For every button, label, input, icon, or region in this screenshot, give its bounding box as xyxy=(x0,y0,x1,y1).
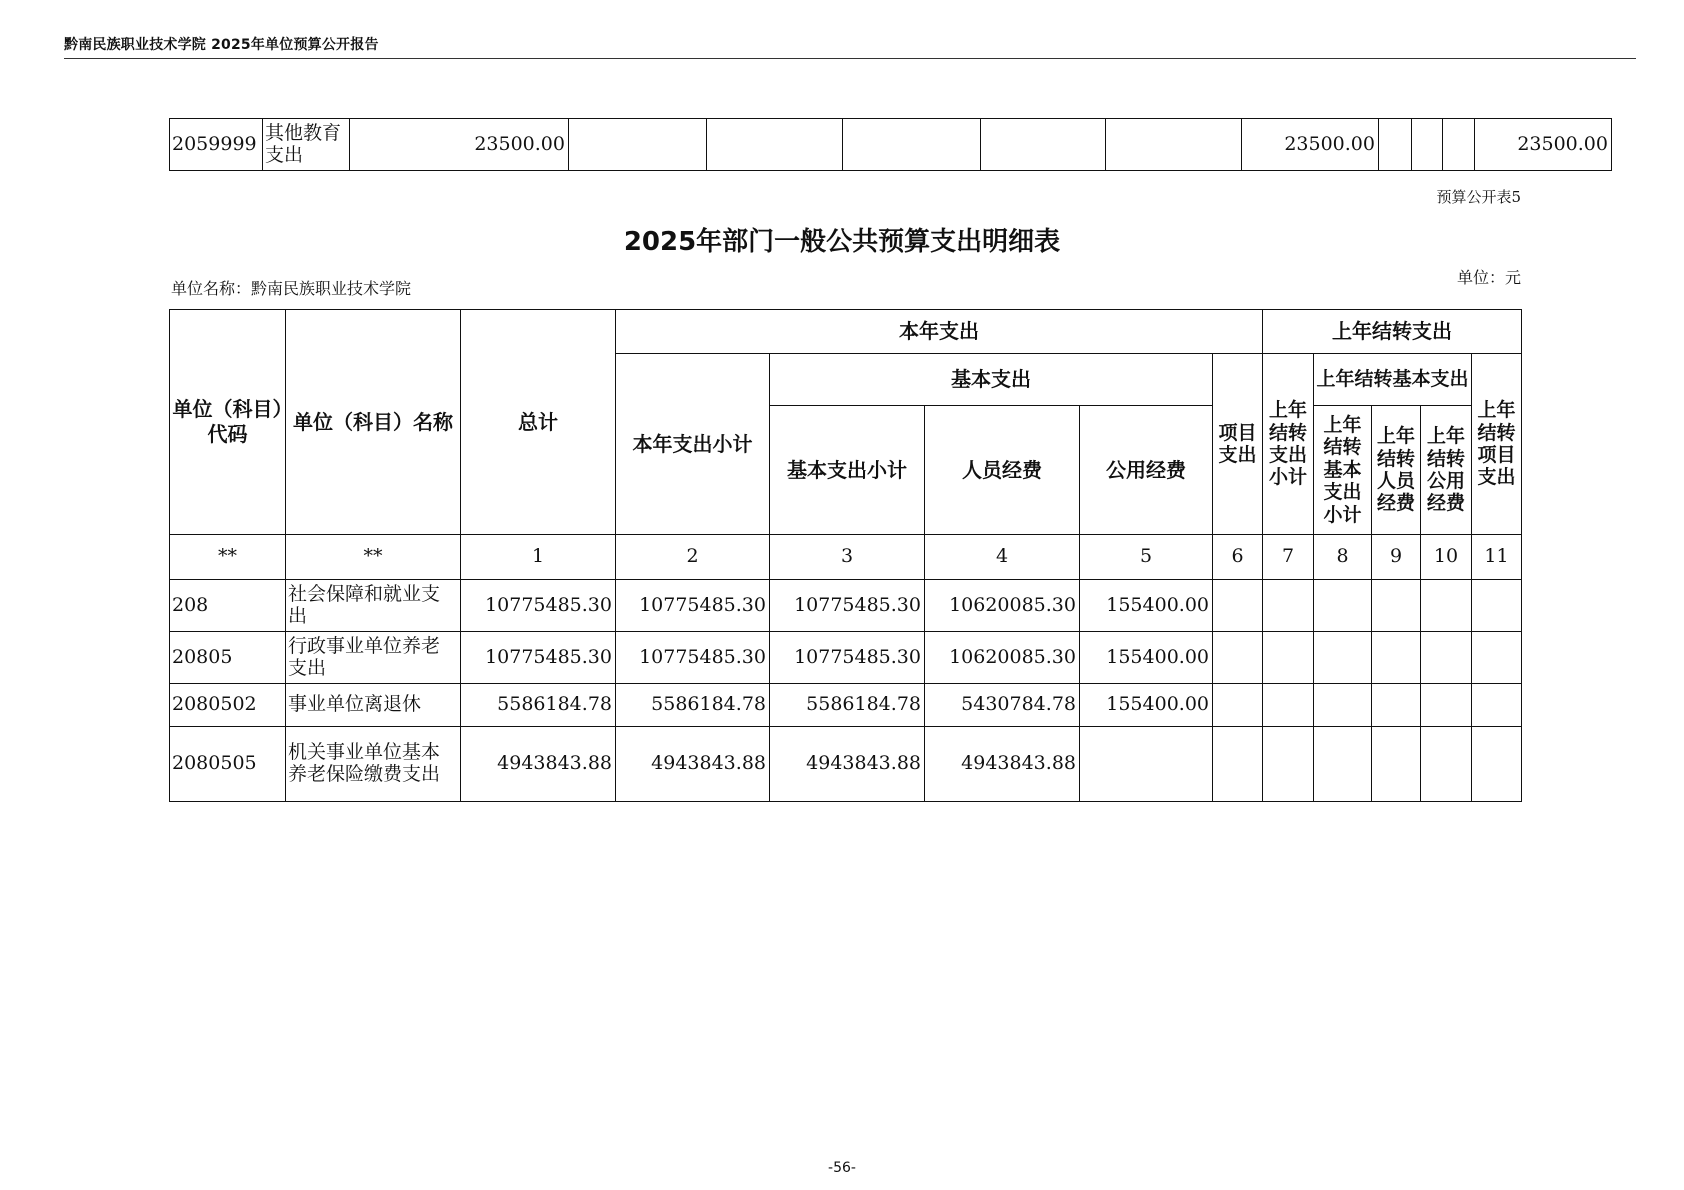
col-header-basic-subtotal: 基本支出小计 xyxy=(770,406,925,535)
col-header-public: 公用经费 xyxy=(1080,406,1213,535)
cell-value xyxy=(569,119,707,171)
cell-prior-project xyxy=(1472,632,1522,684)
cell-basic-subtotal: 10775485.30 xyxy=(770,632,925,684)
col-header-name: 单位（科目）名称 xyxy=(286,310,461,535)
col-header-project: 项目支出 xyxy=(1213,354,1263,535)
cell-value xyxy=(981,119,1106,171)
cell-value: 23500.00 xyxy=(1242,119,1379,171)
index-cell: 6 xyxy=(1213,535,1263,580)
cell-personnel: 10620085.30 xyxy=(925,580,1080,632)
col-header-current-subtotal: 本年支出小计 xyxy=(616,354,770,535)
cell-total: 10775485.30 xyxy=(461,580,616,632)
cell-basic-subtotal: 4943843.88 xyxy=(770,727,925,802)
cell-prior-subtotal xyxy=(1263,580,1314,632)
unit-name: 单位名称：黔南民族职业技术学院 xyxy=(171,279,412,298)
cell-prior-public xyxy=(1421,632,1472,684)
cell-current-subtotal: 10775485.30 xyxy=(616,580,770,632)
index-cell: 1 xyxy=(461,535,616,580)
cell-value xyxy=(1106,119,1242,171)
cell-basic-subtotal: 5586184.78 xyxy=(770,684,925,727)
cell-name: 行政事业单位养老支出 xyxy=(286,632,461,684)
index-cell: 8 xyxy=(1314,535,1372,580)
index-cell: 9 xyxy=(1372,535,1421,580)
cell-value: 23500.00 xyxy=(1475,119,1612,171)
cell-current-subtotal: 10775485.30 xyxy=(616,632,770,684)
table-row xyxy=(170,632,1522,684)
col-header-prior-subtotal: 上年结转支出小计 xyxy=(1263,354,1314,535)
cell-prior-personnel xyxy=(1372,727,1421,802)
cell-total: 23500.00 xyxy=(350,119,569,171)
index-cell: 7 xyxy=(1263,535,1314,580)
cell-name: 其他教育支出 xyxy=(263,119,350,171)
col-header-prior-project: 上年结转项目支出 xyxy=(1472,354,1522,535)
cell-public xyxy=(1080,727,1213,802)
cell-prior-basic-subtotal xyxy=(1314,727,1372,802)
cell-name: 事业单位离退休 xyxy=(286,684,461,727)
running-header: 黔南民族职业技术学院 2025年单位预算公开报告 xyxy=(64,37,379,53)
cell-value xyxy=(1443,119,1475,171)
header-rule xyxy=(64,58,1636,59)
header-row xyxy=(170,310,1522,354)
col-header-current-year: 本年支出 xyxy=(616,310,1263,354)
col-header-prior-public: 上年结转公用经费 xyxy=(1421,406,1472,535)
index-cell: ** xyxy=(286,535,461,580)
table-row xyxy=(170,684,1522,727)
cell-value xyxy=(1412,119,1443,171)
cell-value xyxy=(1379,119,1412,171)
unit-currency: 单位：元 xyxy=(1456,268,1521,287)
cell-value xyxy=(843,119,981,171)
index-cell: 3 xyxy=(770,535,925,580)
col-header-prior-personnel: 上年结转人员经费 xyxy=(1372,406,1421,535)
cell-prior-project xyxy=(1472,727,1522,802)
cell-personnel: 4943843.88 xyxy=(925,727,1080,802)
cell-prior-public xyxy=(1421,684,1472,727)
cell-total: 4943843.88 xyxy=(461,727,616,802)
index-cell: 11 xyxy=(1472,535,1522,580)
cell-prior-basic-subtotal xyxy=(1314,580,1372,632)
cell-public: 155400.00 xyxy=(1080,684,1213,727)
table-row xyxy=(170,580,1522,632)
cell-current-subtotal: 4943843.88 xyxy=(616,727,770,802)
col-header-total: 总计 xyxy=(461,310,616,535)
cell-prior-basic-subtotal xyxy=(1314,684,1372,727)
cell-prior-subtotal xyxy=(1263,632,1314,684)
cell-name: 社会保障和就业支出 xyxy=(286,580,461,632)
cell-project xyxy=(1213,727,1263,802)
col-header-code: 单位（科目）代码 xyxy=(170,310,286,535)
cell-code: 2080505 xyxy=(170,727,286,802)
cell-code: 2080502 xyxy=(170,684,286,727)
cell-prior-basic-subtotal xyxy=(1314,632,1372,684)
cell-prior-personnel xyxy=(1372,684,1421,727)
cell-prior-project xyxy=(1472,580,1522,632)
index-cell: ** xyxy=(170,535,286,580)
expenditure-detail-table xyxy=(169,309,1522,802)
cell-code: 20805 xyxy=(170,632,286,684)
carry-over-table xyxy=(169,118,1612,171)
col-header-prior-basic: 上年结转基本支出 xyxy=(1314,354,1472,406)
index-cell: 5 xyxy=(1080,535,1213,580)
index-cell: 2 xyxy=(616,535,770,580)
cell-project xyxy=(1213,580,1263,632)
cell-total: 10775485.30 xyxy=(461,632,616,684)
cell-public: 155400.00 xyxy=(1080,580,1213,632)
cell-personnel: 10620085.30 xyxy=(925,632,1080,684)
index-cell: 10 xyxy=(1421,535,1472,580)
cell-prior-public xyxy=(1421,580,1472,632)
cell-project xyxy=(1213,632,1263,684)
cell-prior-subtotal xyxy=(1263,684,1314,727)
index-row xyxy=(170,535,1522,580)
cell-name: 机关事业单位基本养老保险缴费支出 xyxy=(286,727,461,802)
table-number: 预算公开表5 xyxy=(1436,188,1521,206)
cell-total: 5586184.78 xyxy=(461,684,616,727)
col-header-prior-basic-subtotal: 上年结转基本支出小计 xyxy=(1314,406,1372,535)
cell-current-subtotal: 5586184.78 xyxy=(616,684,770,727)
cell-code: 208 xyxy=(170,580,286,632)
index-cell: 4 xyxy=(925,535,1080,580)
table-row xyxy=(170,727,1522,802)
cell-project xyxy=(1213,684,1263,727)
page-title: 2025年部门一般公共预算支出明细表 xyxy=(623,227,1061,257)
cell-public: 155400.00 xyxy=(1080,632,1213,684)
col-header-basic: 基本支出 xyxy=(770,354,1213,406)
cell-prior-project xyxy=(1472,684,1522,727)
cell-prior-subtotal xyxy=(1263,727,1314,802)
cell-prior-public xyxy=(1421,727,1472,802)
page-number: -56- xyxy=(828,1160,856,1176)
table-row xyxy=(170,119,1612,171)
cell-value xyxy=(707,119,843,171)
cell-personnel: 5430784.78 xyxy=(925,684,1080,727)
col-header-prior-year: 上年结转支出 xyxy=(1263,310,1522,354)
col-header-personnel: 人员经费 xyxy=(925,406,1080,535)
cell-code: 2059999 xyxy=(170,119,263,171)
cell-prior-personnel xyxy=(1372,632,1421,684)
cell-basic-subtotal: 10775485.30 xyxy=(770,580,925,632)
cell-prior-personnel xyxy=(1372,580,1421,632)
